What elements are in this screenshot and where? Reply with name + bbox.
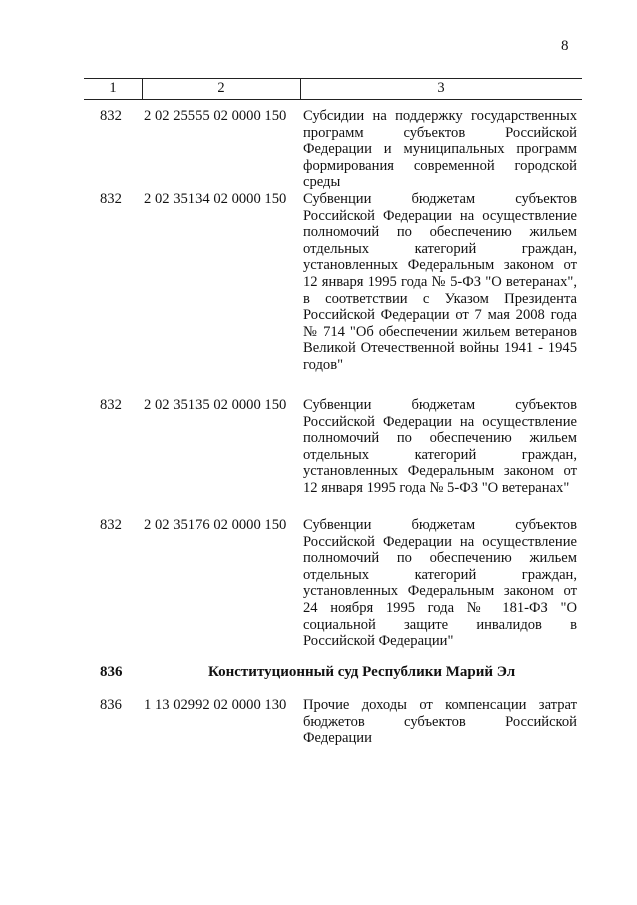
admin-code: 832 [100, 517, 122, 533]
income-code: 2 02 35134 02 0000 150 [144, 191, 287, 207]
header-col-1: 1 [109, 80, 117, 96]
income-code: 2 02 25555 02 0000 150 [144, 108, 287, 124]
page-number: 8 [561, 38, 569, 54]
table-header [84, 78, 582, 100]
section-title: Конституционный суд Республики Марий Эл [208, 664, 516, 680]
header-col-3: 3 [437, 80, 445, 96]
section-code: 836 [100, 664, 123, 680]
income-code: 1 13 02992 02 0000 130 [144, 697, 287, 713]
income-description: Субвенции бюджетам субъектов Российской Федерации на осуществление полномочий по обеспечению жильем отдельных категорий граждан, установленных Федеральным законом от 12 января 1995 года № 5-ФЗ "О ветеранах", в соответствии с Указом Президента Российской Федерации от 7 мая 2008 года № 714 "Об обеспечении жильем ветеранов Великой Отечественной войны 1941 - 1945 годов" [303, 191, 577, 373]
income-description: Прочие доходы от компенсации затрат бюджетов субъектов Российской Федерации [303, 697, 577, 747]
income-description: Субвенции бюджетам субъектов Российской Федерации на осуществление полномочий по обеспечению жильем отдельных категорий граждан, установленных Федеральным законом от 24 ноября 1995 года № 181-ФЗ "О социальной защите инвалидов в Российской Федерации" [303, 517, 577, 650]
income-code: 2 02 35176 02 0000 150 [144, 517, 287, 533]
income-description: Субвенции бюджетам субъектов Российской Федерации на осуществление полномочий по обеспечению жильем отдельных категорий граждан, установленных Федеральным законом от 12 января 1995 года № 5-ФЗ "О ветеранах" [303, 397, 577, 496]
admin-code: 832 [100, 191, 122, 207]
admin-code: 832 [100, 397, 122, 413]
income-code: 2 02 35135 02 0000 150 [144, 397, 287, 413]
income-description: Субсидии на поддержку государственных программ субъектов Российской Федерации и муниципальных программ формирования современной городской среды [303, 108, 577, 191]
header-col-2: 2 [217, 80, 225, 96]
admin-code: 836 [100, 697, 122, 713]
admin-code: 832 [100, 108, 122, 124]
